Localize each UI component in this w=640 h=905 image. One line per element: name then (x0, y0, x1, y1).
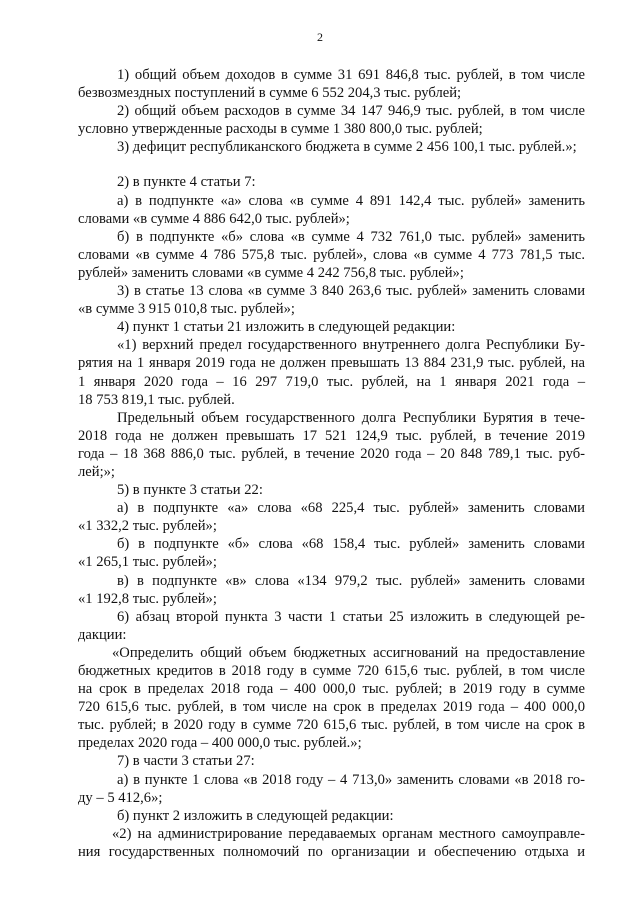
text-line: рятия на 1 января 2019 года не должен превышать 13 884 231,9 тыс. рублей, на (78, 355, 585, 372)
text-line: дакции: (78, 626, 127, 643)
text-line: рублей» заменить словами «в сумме 4 242 756,8 тыс. рублей»; (78, 264, 464, 281)
text-line: 720 615,6 тыс. рублей, в том числе на срок в пределах 2019 года – 400 000,0 (78, 699, 585, 716)
text-line: года – 18 368 886,0 тыс. рублей, в течение 2020 года – 20 848 789,1 тыс. руб- (78, 445, 585, 462)
text-line: «1 192,8 тыс. рублей»; (78, 590, 217, 607)
text-line: тыс. рублей; в 2020 году в сумме 720 615,6 тыс. рублей, в том числе на срок в (78, 717, 585, 734)
text-line: 2) общий объем расходов в сумме 34 147 946,9 тыс. рублей, в том числе (117, 103, 585, 120)
text-line: а) в подпункте «а» слова «68 225,4 тыс. рублей» заменить словами (117, 500, 585, 517)
text-line: лей;»; (78, 463, 115, 480)
text-line: ния государственных полномочий по организации и обеспечению отдыха и (78, 843, 585, 860)
text-line: «2) на администрирование передаваемых органам местного самоуправле- (112, 825, 585, 842)
text-line: 1) общий объем доходов в сумме 31 691 846,8 тыс. рублей, в том числе (117, 67, 585, 83)
text-line: 2) в пункте 4 статьи 7: (117, 174, 256, 191)
text-line: 5) в пункте 3 статьи 22: (117, 482, 263, 499)
blank-line (78, 156, 585, 173)
text-line: словами «в сумме 4 786 575,8 тыс. рублей», слова «в сумме 4 773 781,5 тыс. (78, 246, 585, 263)
text-line: Предельный объем государственного долга Республики Бурятия в тече- (117, 409, 585, 426)
text-line: 18 753 819,1 тыс. рублей. (78, 391, 235, 408)
text-line: в) в подпункте «в» слова «134 979,2 тыс. рублей» заменить словами (117, 572, 585, 589)
text-line: «1) верхний предел государственного внутреннего долга Республики Бу- (117, 337, 585, 354)
text-line: «Определить общий объем бюджетных ассигнований на предоставление (112, 644, 585, 661)
text-line: ду – 5 412,6»; (78, 789, 163, 806)
text-line: на срок в пределах 2018 года – 400 000,0 тыс. рублей; в 2019 году в сумме (78, 681, 585, 698)
text-line: а) в подпункте «а» слова «в сумме 4 891 142,4 тыс. рублей» заменить (117, 192, 585, 209)
text-line: «в сумме 3 915 010,8 тыс. рублей»; (78, 301, 295, 318)
text-line: 3) в статье 13 слова «в сумме 3 840 263,6 тыс. рублей» заменить словами (117, 283, 585, 300)
text-line: б) пункт 2 изложить в следующей редакции: (117, 807, 394, 824)
text-line: 4) пункт 1 статьи 21 изложить в следующей редакции: (117, 319, 456, 336)
text-line: а) в пункте 1 слова «в 2018 году – 4 713,0» заменить словами «в 2018 го- (117, 771, 585, 788)
document-body (78, 66, 585, 861)
text-line: условно утвержденные расходы в сумме 1 380 800,0 тыс. рублей; (78, 121, 483, 138)
text-line: б) в подпункте «б» слова «68 158,4 тыс. рублей» заменить словами (117, 536, 585, 553)
text-line: «1 265,1 тыс. рублей»; (78, 554, 217, 571)
text-line: пределах 2020 года – 400 000,0 тыс. рублей.»; (78, 735, 362, 752)
page-number: 2 (317, 30, 323, 44)
text-line: 2018 года не должен превышать 17 521 124,9 тыс. рублей, в течение 2019 (78, 427, 585, 444)
text-line: 7) в части 3 статьи 27: (117, 753, 255, 770)
text-line: «1 332,2 тыс. рублей»; (78, 518, 217, 535)
text-line: безвозмездных поступлений в сумме 6 552 204,3 тыс. рублей; (78, 85, 462, 102)
text-line: б) в подпункте «б» слова «в сумме 4 732 761,0 тыс. рублей» заменить (117, 228, 585, 245)
text-line: 3) дефицит республиканского бюджета в сумме 2 456 100,1 тыс. рублей.»; (117, 139, 577, 156)
text-line: бюджетных кредитов в 2018 году в сумме 720 615,6 тыс. рублей, в том числе (78, 663, 585, 679)
text-line: словами «в сумме 4 886 642,0 тыс. рублей»; (78, 210, 350, 227)
text-line: 6) абзац второй пункта 3 части 1 статьи 25 изложить в следующей ре- (117, 608, 585, 625)
text-line: 1 января 2020 года – 16 297 719,0 тыс. рублей, на 1 января 2021 года – (78, 373, 585, 390)
